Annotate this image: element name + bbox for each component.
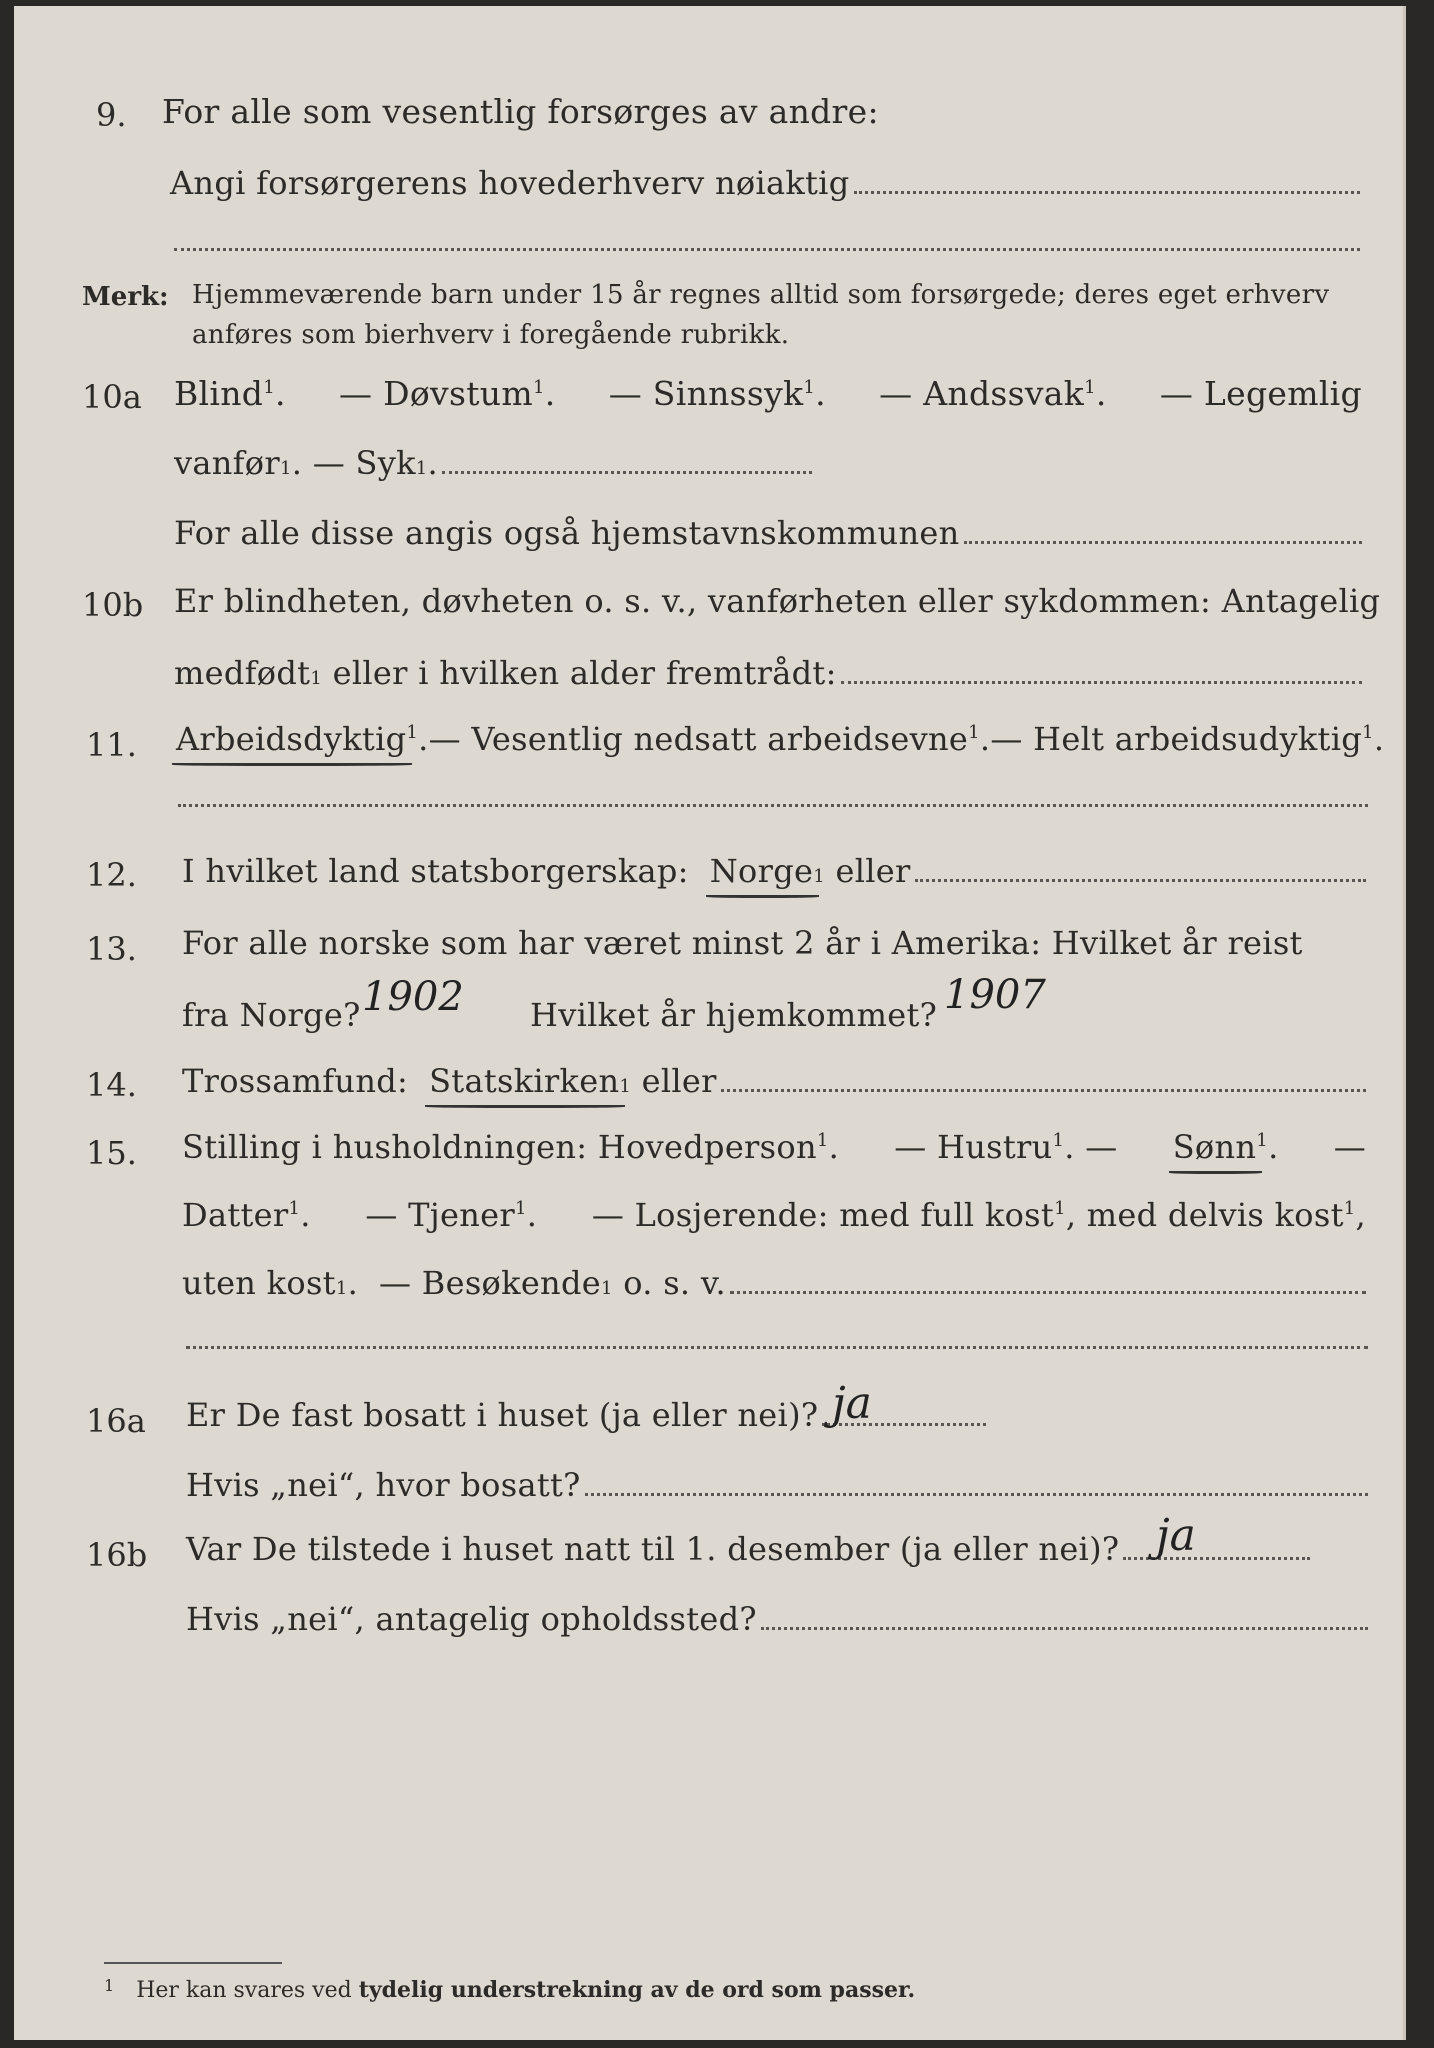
q14-line: Trossamfund: Statskirken 1 eller <box>182 1062 1366 1100</box>
q12-selected-norge[interactable]: Norge <box>709 852 814 890</box>
census-form-page <box>14 6 1406 2040</box>
q15-answer-line-2[interactable] <box>186 1346 1368 1349</box>
q13-number: 13. <box>86 930 137 968</box>
q16a-handwritten-answer[interactable]: ja <box>832 1378 872 1429</box>
q15-line-3: uten kost 1 . — Besøkende 1 o. s. v. <box>182 1264 1366 1302</box>
q10b-line-2: medfødt 1 eller i hvilken alder fremtrådt: <box>174 654 1362 692</box>
q16a-number: 16a <box>86 1402 146 1440</box>
footnote-rule <box>104 1962 282 1964</box>
q13-handwritten-return-year[interactable]: 1907 <box>944 972 1046 1018</box>
q16b-handwritten-answer[interactable]: ja <box>1156 1510 1196 1561</box>
q14-answer-line[interactable] <box>721 1089 1366 1092</box>
q10a-line-1: Blind$^1$. — Døvstum$^1$. — Sinnssyk$^1$. — Andssvak$^1$. — Legemlig <box>174 374 1362 413</box>
q10a-line-3: For alle disse angis også hjemstavnskommunen <box>174 514 1362 552</box>
q9-answer-line-2[interactable] <box>174 248 1360 251</box>
q13-handwritten-departure-year[interactable]: 1902 <box>362 974 464 1020</box>
q15-selected-sonn[interactable]: Sønn <box>1172 1128 1257 1166</box>
q15-answer-line[interactable] <box>730 1291 1366 1294</box>
q12-number: 12. <box>86 856 137 894</box>
q16a-line-1: Er De fast bosatt i huset (ja eller nei)? <box>186 1396 986 1434</box>
q10a-line-2: vanfør 1 . — Syk 1 . <box>174 444 1362 482</box>
q15-line-1: Stilling i husholdningen: Hovedperson$^1$. — Hustru$^1$. — Sønn$^1$. — <box>182 1128 1366 1166</box>
q11-answer-line[interactable] <box>178 804 1368 807</box>
q10a-home-municipality-line[interactable] <box>964 541 1362 544</box>
merk-label: Merk: <box>82 282 169 312</box>
q11-line: Arbeidsdyktig$^1$. — Vesentlig nedsatt arbeidsevne$^1$. — Helt arbeidsudyktig$^1$. <box>176 720 1385 758</box>
q9-provider-occupation: Angi forsørgerens hovederhverv nøiaktig <box>170 164 1360 202</box>
q10a-number: 10a <box>82 378 142 416</box>
q11-selected-option[interactable]: Arbeidsdyktig <box>176 720 407 758</box>
merk-text-1: Hjemmeværende barn under 15 år regnes alltid som forsørgede; deres eget erhverv <box>192 280 1330 310</box>
q12-answer-line[interactable] <box>915 879 1366 882</box>
q9-heading: For alle som vesentlig forsørges av andre: <box>162 92 879 131</box>
q13-line-2b: Hvilket år hjemkommet? <box>530 996 938 1034</box>
q16b-number: 16b <box>86 1536 148 1574</box>
q12-line: I hvilket land statsborgerskap: Norge 1 eller <box>182 852 1366 890</box>
q9-number: 9. <box>96 96 127 134</box>
merk-text-2: anføres som bierhverv i foregående rubrikk. <box>192 320 790 350</box>
q14-number: 14. <box>86 1066 137 1104</box>
q16b-answer-line[interactable] <box>1123 1557 1310 1560</box>
q16b-line-1: Var De tilstede i huset natt til 1. desember (ja eller nei)? <box>186 1530 1310 1568</box>
q13-line-1: For alle norske som har været minst 2 år i Amerika: Hvilket år reist <box>182 924 1303 962</box>
q9-answer-line[interactable] <box>854 191 1361 194</box>
footnote: $^1$ Her kan svares ved tydelig understrekning av de ord som passer. <box>104 1976 916 2003</box>
q10b-answer-line[interactable] <box>841 681 1362 684</box>
q15-number: 15. <box>86 1134 137 1172</box>
q15-line-2: Datter$^1$. — Tjener$^1$. — Losjerende: med full kost$^1$, med delvis kost$^1$, <box>182 1196 1366 1234</box>
q16b-line-2: Hvis „nei“, antagelig opholdssted? <box>186 1600 1368 1638</box>
q10b-number: 10b <box>82 586 144 624</box>
q11-number: 11. <box>86 726 137 764</box>
q13-line-2: fra Norge? <box>182 996 361 1034</box>
q10b-line-1: Er blindheten, døvheten o. s. v., vanførheten eller sykdommen: Antagelig <box>174 582 1381 620</box>
q14-selected-statskirken[interactable]: Statskirken <box>429 1062 620 1100</box>
q16b-location-line[interactable] <box>761 1627 1368 1630</box>
q10a-sick-answer-line[interactable] <box>442 471 812 474</box>
q16a-residence-line[interactable] <box>585 1493 1368 1496</box>
q16a-line-2: Hvis „nei“, hvor bosatt? <box>186 1466 1368 1504</box>
